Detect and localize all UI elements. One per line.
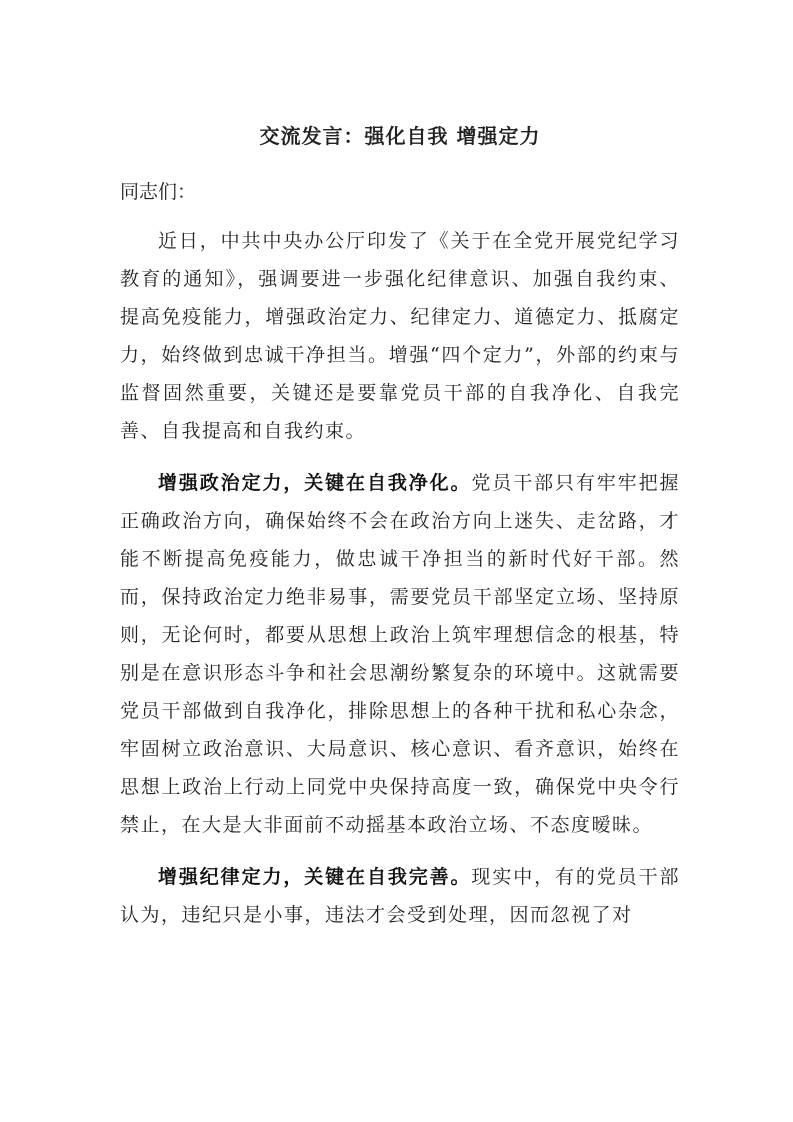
paragraph-political: [120, 464, 680, 844]
document-title: 交流发言：强化自我 增强定力: [259, 124, 541, 148]
paragraph-lead: 增强纪律定力，关键在自我完善。: [158, 866, 472, 888]
paragraph-body: 现实中，有的党员干部认为，违纪只是小事，违法才会受到处理，因而忽视了对: [120, 866, 680, 926]
greeting: 同志们：: [120, 181, 197, 203]
paragraph-lead: 增强政治定力，关键在自我净化。: [158, 472, 472, 494]
paragraph-intro: [120, 222, 680, 450]
paragraph-discipline: [120, 858, 680, 934]
paragraph-body: 党员干部只有牢牢把握正确政治方向，确保始终不会在政治方向上迷失、走岔路，才能不断提高免疫能力，做忠诚干净担当的新时代好干部。然而，保持政治定力绝非易事，需要党员干部坚定立场、坚持原则，无论何时，都要从思想上政治上筑牢理想信念的根基，特别是在意识形态斗争和社会思潮纷繁复杂的环境中。这就需要党员干部做到自我净化，排除思想上的各种干扰和私心杂念，牢固树立政治意识、大局意识、核心意识、看齐意识，始终在思想上政治上行动上同党中央保持高度一致，确保党中央令行禁止，在大是大非面前不动摇基本政治立场、不态度暧昧。: [120, 472, 680, 836]
document-page: [120, 118, 680, 948]
paragraph-body: 近日，中共中央办公厅印发了《关于在全党开展党纪学习教育的通知》，强调要进一步强化纪律意识、加强自我约束、提高免疫能力，增强政治定力、纪律定力、道德定力、抵腐定力，始终做到忠诚干净担当。增强“四个定力”，外部的约束与监督固然重要，关键还是要靠党员干部的自我净化、自我完善、自我提高和自我约束。: [120, 230, 680, 442]
